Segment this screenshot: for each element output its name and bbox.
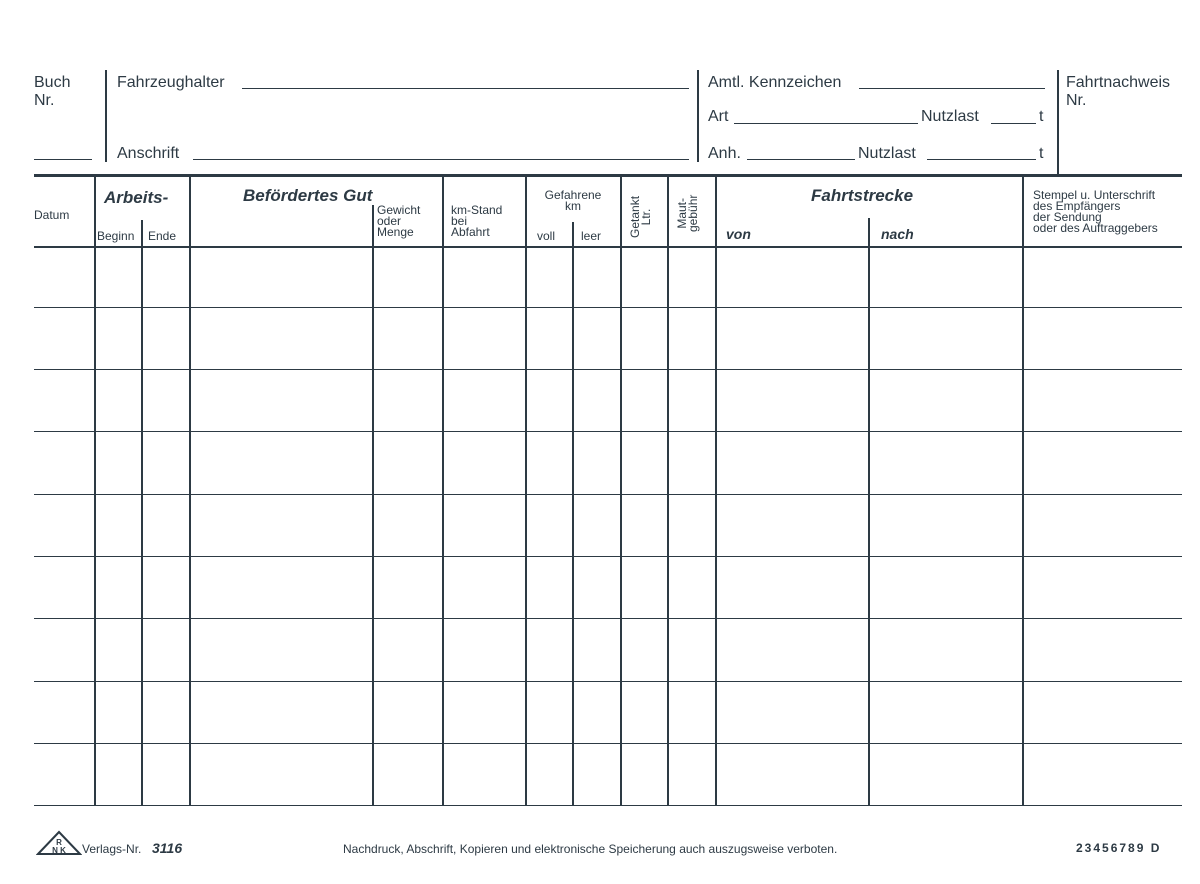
header-bottom-rule bbox=[34, 246, 1182, 248]
fahrtnachweis-label: Fahrtnachweis Nr. bbox=[1066, 74, 1171, 109]
col-gewicht: Gewicht oder Menge bbox=[377, 203, 421, 239]
anschrift-field[interactable] bbox=[193, 159, 689, 160]
buch-nr-label: Buch Nr. bbox=[34, 74, 71, 109]
col-line-arbeits bbox=[189, 176, 191, 806]
kennzeichen-field[interactable] bbox=[859, 88, 1045, 89]
table-row bbox=[34, 494, 1182, 495]
svg-text:R: R bbox=[56, 838, 62, 847]
table-row bbox=[34, 369, 1182, 370]
header-divider-1 bbox=[105, 70, 107, 162]
col-line-datum bbox=[94, 176, 96, 806]
nutzlast-label-1: Nutzlast bbox=[921, 108, 979, 125]
col-maut: Maut- gebühr bbox=[675, 194, 700, 232]
copyright-notice: Nachdruck, Abschrift, Kopieren und elektronische Speicherung auch auszugsweise verboten. bbox=[343, 842, 838, 856]
table-top-rule bbox=[34, 174, 1182, 177]
col-arbeits: Arbeits- bbox=[104, 188, 169, 207]
header-divider-2 bbox=[697, 70, 699, 162]
table-row bbox=[34, 307, 1182, 308]
art-field[interactable] bbox=[734, 123, 918, 124]
col-fahrtstrecke: Fahrtstrecke bbox=[811, 186, 914, 205]
col-befoerdertes-gut: Befördertes Gut bbox=[243, 186, 373, 205]
art-label: Art bbox=[708, 108, 729, 125]
col-voll: voll bbox=[537, 229, 556, 243]
svg-text:N K: N K bbox=[52, 846, 66, 855]
anschrift-label: Anschrift bbox=[117, 145, 180, 162]
col-line-getankt bbox=[667, 176, 669, 806]
col-leer: leer bbox=[581, 229, 602, 243]
nutzlast-label-2: Nutzlast bbox=[858, 145, 916, 162]
unit-t-1: t bbox=[1039, 108, 1044, 125]
col-beginn: Beginn bbox=[97, 229, 135, 243]
table-row bbox=[34, 431, 1182, 432]
header-divider-3 bbox=[1057, 70, 1059, 174]
col-ende: Ende bbox=[148, 229, 177, 243]
table-row bbox=[34, 556, 1182, 557]
col-km-stand: km-Stand bei Abfahrt bbox=[451, 203, 503, 239]
col-line-voll bbox=[572, 222, 574, 806]
col-datum: Datum bbox=[34, 208, 70, 222]
anh-field[interactable] bbox=[747, 159, 855, 160]
verlags-nr: 3116 bbox=[152, 840, 183, 856]
fahrzeughalter-label: Fahrzeughalter bbox=[117, 74, 225, 91]
col-line-gut bbox=[372, 205, 374, 806]
col-line-gewicht bbox=[442, 176, 444, 806]
col-line-nach bbox=[1022, 176, 1024, 806]
table-bottom-rule bbox=[34, 805, 1182, 806]
rnk-logo bbox=[36, 830, 82, 856]
col-stempel: Stempel u. Unterschrift des Empfängers der Sendung oder des Auftraggebers bbox=[1033, 188, 1158, 235]
unit-t-2: t bbox=[1039, 145, 1044, 162]
col-line-leer bbox=[620, 176, 622, 806]
buch-nr-field[interactable] bbox=[34, 159, 92, 160]
table-row bbox=[34, 681, 1182, 682]
col-line-maut bbox=[715, 176, 717, 806]
col-gefahrene: Gefahrene km bbox=[544, 188, 602, 213]
nutzlast-field-2[interactable] bbox=[927, 159, 1036, 160]
nutzlast-field-1[interactable] bbox=[991, 123, 1036, 124]
form-code: 23456789 D bbox=[1076, 841, 1162, 855]
verlags-label: Verlags-Nr. bbox=[82, 842, 142, 856]
kennzeichen-label: Amtl. Kennzeichen bbox=[708, 74, 842, 91]
table-row bbox=[34, 743, 1182, 744]
table-row bbox=[34, 618, 1182, 619]
fahrzeughalter-field[interactable] bbox=[242, 88, 689, 89]
col-line-kmstand bbox=[525, 176, 527, 806]
col-nach: nach bbox=[881, 226, 914, 242]
col-getankt: Getankt Ltr. bbox=[628, 195, 653, 238]
col-von: von bbox=[726, 226, 751, 242]
anh-label: Anh. bbox=[708, 145, 741, 162]
